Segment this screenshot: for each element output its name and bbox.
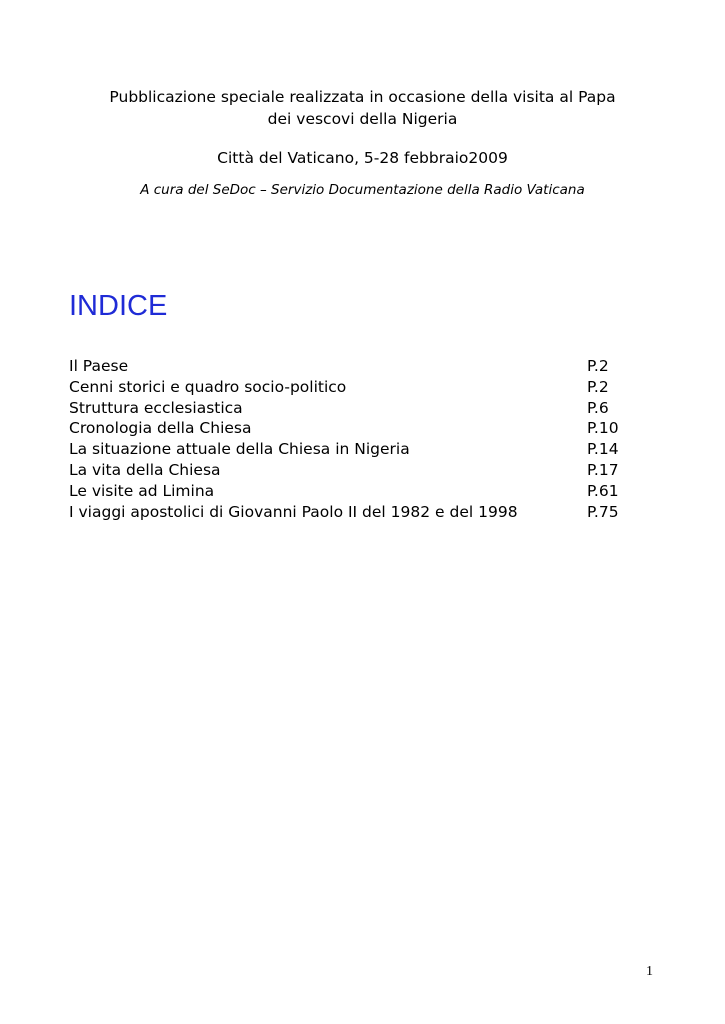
toc-entry-page: P.2 — [587, 357, 609, 375]
toc-entry — [69, 356, 629, 377]
publication-title-line-1: Pubblicazione speciale realizzata in occasione della visita al Papa — [109, 88, 616, 106]
toc-entry-label: Cenni storici e quadro socio-politico — [69, 377, 347, 396]
toc-entry — [69, 460, 629, 481]
index-heading: INDICE — [69, 290, 168, 322]
toc-entry-page: P.10 — [587, 419, 619, 438]
publication-title-line-2: dei vescovi della Nigeria — [267, 110, 458, 128]
title-block — [60, 86, 665, 200]
table-of-contents — [69, 356, 629, 522]
toc-entry — [69, 398, 629, 419]
place-date: Città del Vaticano, 5-28 febbraio2009 — [217, 149, 508, 167]
toc-entry-label: Struttura ecclesiastica — [69, 398, 243, 417]
toc-entry-label: Il Paese — [69, 357, 129, 375]
toc-entry — [69, 418, 629, 439]
toc-entry — [69, 439, 629, 460]
page-number: 1 — [646, 964, 653, 979]
toc-entry-page: P.6 — [587, 398, 609, 417]
toc-entry-label: La vita della Chiesa — [69, 460, 221, 479]
toc-entry-page: P.17 — [587, 460, 619, 479]
toc-entry — [69, 377, 629, 398]
toc-entry-page: P.61 — [587, 481, 619, 500]
toc-entry-label: I viaggi apostolici di Giovanni Paolo II del 1982 e del 1998 — [69, 502, 518, 521]
curator-credit: A cura del SeDoc – Servizio Documentazione della Radio Vaticana — [140, 182, 585, 198]
toc-entry-page: P.14 — [587, 440, 619, 459]
toc-entry-label: Le visite ad Limina — [69, 481, 215, 500]
toc-entry — [69, 502, 629, 523]
toc-entry-label: La situazione attuale della Chiesa in Nigeria — [69, 440, 410, 459]
toc-entry — [69, 481, 629, 502]
toc-entry-page: P.75 — [587, 502, 619, 521]
toc-entry-page: P.2 — [587, 377, 609, 396]
toc-entry-label: Cronologia della Chiesa — [69, 419, 252, 438]
